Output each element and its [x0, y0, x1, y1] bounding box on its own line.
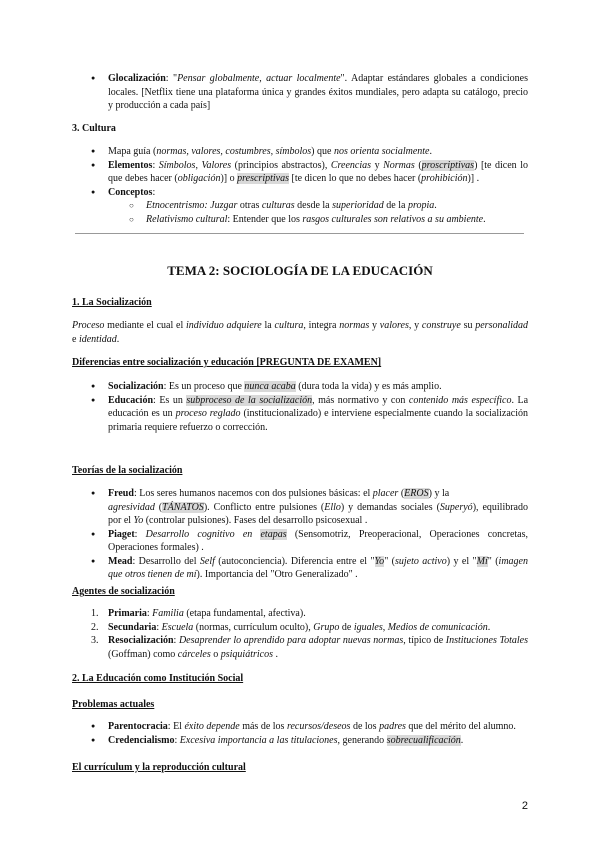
definition-paragraph: Proceso mediante el cual el individuo adquiere la cultura, integra normas y valores, y construye su personalidad e identidad. — [72, 320, 529, 345]
list-item: ● Elementos: Símbolos, Valores (principios abstractos), Creencias y Normas (proscriptivas) [te dicen lo que debes hacer (obligación)] o prescriptivas [te dicen lo que no debes hacer (prohibición)] . — [72, 159, 528, 186]
list-item: ● Conceptos: — [72, 186, 528, 200]
list-item: ● Mapa guía (normas, valores, costumbres, símbolos) que nos orienta socialmente. — [72, 145, 528, 159]
list-item: ● Piaget: Desarrollo cognitivo en etapas (Sensomotriz, Preoperacional, Operaciones concretas, Operaciones formales) . — [72, 528, 528, 555]
list-item: ● Educación: Es un subproceso de la socialización, más normativo y con contenido más específico. La educación es un proceso reglado (institucionalizado) e interviene especialmente cuando la socialización primaria requiere refuerzo o corrección. — [72, 394, 528, 435]
page-title: TEMA 2: SOCIOLOGÍA DE LA EDUCACIÓN — [167, 263, 433, 278]
list-item: 2. Secundaria: Escuela (normas, currículum oculto), Grupo de iguales, Medios de comunicación. — [91, 621, 491, 633]
section-heading: 1. La Socialización — [72, 297, 152, 308]
list-item: ● Freud: Los seres humanos nacemos con dos pulsiones básicas: el placer (EROS) y la agresividad (TÁNATOS). Conflicto entre pulsiones (Ello) y demandas sociales (Superyó), equilibrado por el Yo (controlar pulsiones). Fases del desarrollo psicosexual . — [72, 487, 528, 528]
section-heading: Diferencias entre socialización y educación [PREGUNTA DE EXAMEN] — [72, 357, 382, 368]
list-item: 1. Primaria: Familia (etapa fundamental, afectiva). — [91, 608, 306, 619]
glocalizacion-section — [72, 72, 528, 113]
section-heading: El currículum y la reproducción cultural — [72, 762, 246, 773]
page-number: 2 — [521, 800, 528, 812]
sub-list-item: ○ Relativismo cultural: Entender que los rasgos culturales son relativos a su ambiente. — [72, 213, 528, 227]
list-item: ● Credencialismo: Excesiva importancia a las titulaciones, generando sobrecualificación. — [72, 734, 528, 748]
diferencias-section — [72, 380, 528, 434]
list-item: ● Glocalización: "Pensar globalmente, actuar localmente". Adaptar estándares globales a condiciones locales. [Netflix tiene una plataforma única y grandes éxitos mundiales, pero adapta su catálogo, precio y producción a cada país] — [72, 72, 528, 113]
cultura-section — [72, 145, 528, 226]
list-item: 3. Resocialización: Desaprender lo aprendido para adoptar nuevas normas, típico de Instituciones Totales (Goffman) como cárceles o psiquiátricos . — [91, 635, 528, 660]
problemas-section — [72, 720, 528, 747]
list-item: ● Parentocracia: El éxito depende más de los recursos/deseos de los padres que del mérito del alumno. — [72, 720, 528, 734]
section-heading: Agentes de socialización — [72, 586, 175, 597]
teorias-section — [72, 487, 528, 582]
horizontal-divider — [75, 233, 524, 234]
agentes-section — [72, 607, 528, 661]
list-item: ● Socialización: Es un proceso que nunca acaba (dura toda la vida) y es más amplio. — [72, 380, 528, 394]
section-heading: Problemas actuales — [72, 699, 155, 710]
section-heading: 3. Cultura — [72, 123, 116, 134]
section-heading: 2. La Educación como Institución Social — [72, 673, 244, 684]
section-heading: Teorías de la socialización — [72, 465, 183, 476]
sub-list-item: ○ Etnocentrismo: Juzgar otras culturas desde la superioridad de la propia. — [72, 199, 528, 213]
list-item: ● Mead: Desarrollo del Self (autoconciencia). Diferencia entre el "Yo" (sujeto activo) y el "Mí" (imagen que otros tienen de mí). Importancia del "Otro Generalizado" . — [72, 555, 528, 582]
